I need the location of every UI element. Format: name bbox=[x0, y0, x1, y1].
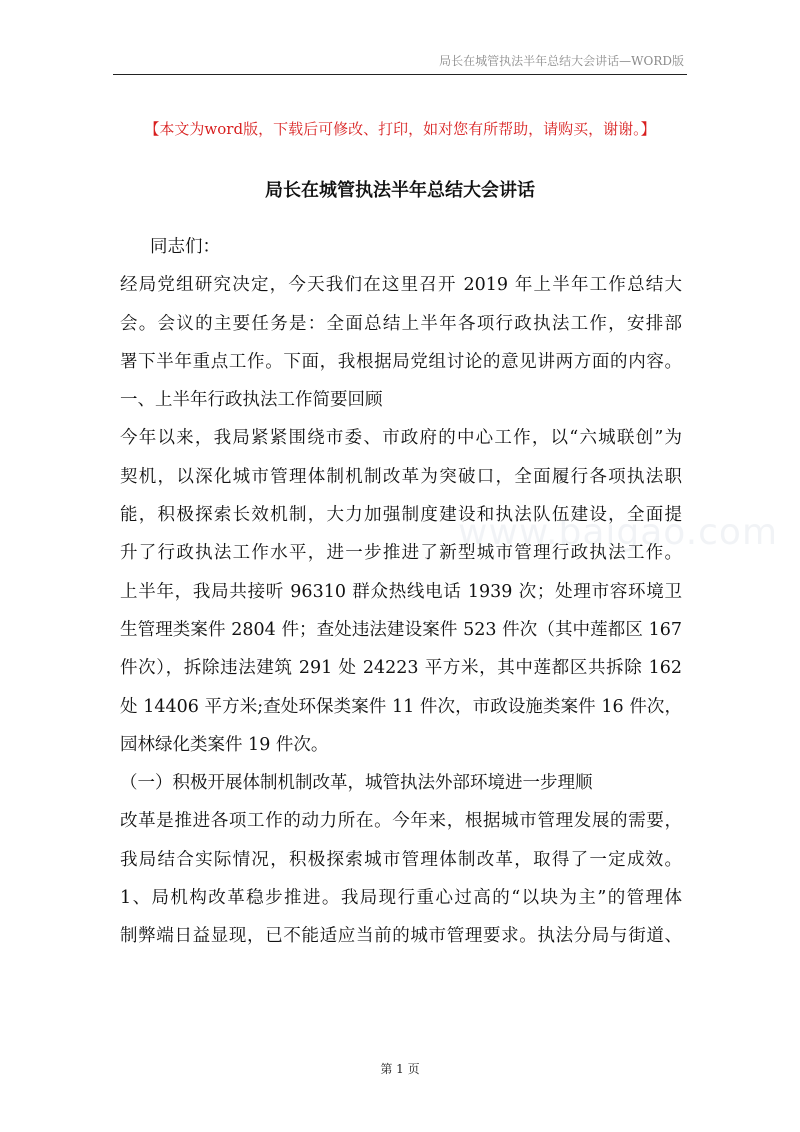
paragraph-line: 处 14406 平方米;查处环保类案件 11 件次，市政设施类案件 16 件次， bbox=[120, 696, 682, 717]
watermark: www.baigao.com bbox=[458, 512, 779, 553]
page-number: 第 1 页 bbox=[380, 1062, 420, 1076]
paragraph-line: 会。会议的主要任务是：全面总结上半年各项行政执法工作，安排部 bbox=[120, 313, 682, 334]
subsection-heading: （一）积极开展体制机制改革，城管执法外部环境进一步理顺 bbox=[120, 773, 593, 794]
paragraph-line: 生管理类案件 2804 件；查处违法建设案件 523 件次（其中莲都区 167 bbox=[120, 619, 682, 640]
paragraph-line: 升了行政执法工作水平，进一步推进了新型城市管理行政执法工作。 bbox=[120, 543, 682, 564]
header-divider bbox=[113, 74, 687, 75]
paragraph-line: 今年以来，我局紧紧围绕市委、市政府的中心工作，以“六城联创”为 bbox=[120, 428, 682, 449]
paragraph-line: 件次），拆除违法建筑 291 处 24223 平方米，其中莲都区共拆除 162 bbox=[120, 658, 682, 679]
document-body bbox=[120, 228, 682, 956]
paragraph-line: 署下半年重点工作。下面，我根据局党组讨论的意见讲两方面的内容。 bbox=[120, 351, 682, 372]
salutation: 同志们： bbox=[150, 237, 220, 257]
paragraph-line: 制弊端日益显现，已不能适应当前的城市管理要求。执法分局与街道、 bbox=[120, 926, 682, 947]
paragraph-line: 经局党组研究决定，今天我们在这里召开 2019 年上半年工作总结大 bbox=[120, 275, 682, 296]
paragraph-line: 我局结合实际情况，积极探索城市管理体制改革，取得了一定成效。 bbox=[120, 849, 682, 870]
paragraph-line: 改革是推进各项工作的动力所在。今年来，根据城市管理发展的需要， bbox=[120, 811, 682, 832]
paragraph-line: 契机，以深化城市管理体制机制改革为突破口，全面履行各项执法职 bbox=[120, 466, 682, 487]
paragraph-line: 1、局机构改革稳步推进。我局现行重心过高的“以块为主”的管理体 bbox=[120, 888, 682, 909]
paragraph-line: 上半年，我局共接听 96310 群众热线电话 1939 次；处理市容环境卫 bbox=[120, 581, 682, 602]
section-heading: 一、上半年行政执法工作简要回顾 bbox=[120, 390, 383, 411]
purchase-notice: 【本文为word版，下载后可修改、打印，如对您有所帮助，请购买，谢谢。】 bbox=[144, 120, 656, 138]
paragraph-line: 园林绿化类案件 19 件次。 bbox=[120, 734, 329, 755]
document-title: 局长在城管执法半年总结大会讲话 bbox=[265, 180, 535, 201]
running-header: 局长在城管执法半年总结大会讲话—WORD版 bbox=[439, 54, 684, 68]
paragraph-line: 能，积极探索长效机制，大力加强制度建设和执法队伍建设，全面提 bbox=[120, 505, 682, 526]
